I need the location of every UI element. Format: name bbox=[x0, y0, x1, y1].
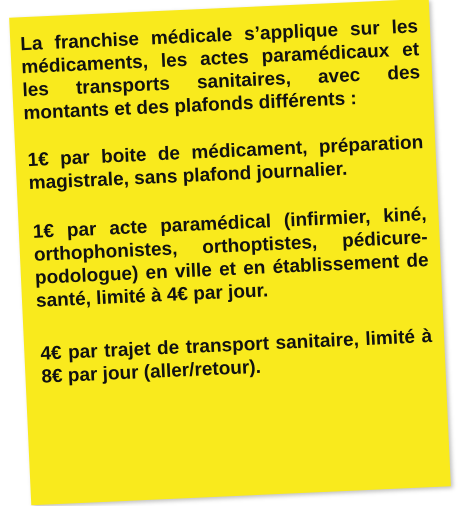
transport-fee-paragraph: 4€ par trajet de transport sanitaire, limité à 8€ par jour (aller/retour). bbox=[39, 325, 433, 388]
sticky-note bbox=[9, 0, 451, 505]
intro-paragraph: La franchise médicale s’applique sur les médicaments, les actes paramédicaux et les transports sanitaires, avec des montants et des plafonds différents : bbox=[19, 16, 421, 125]
paramedical-fee-paragraph: 1€ par acte paramédical (infirmier, kiné, orthophonistes, orthoptistes, pédicure- podologue) en ville et en établissement de santé, limité à 4€ par jour. bbox=[32, 204, 430, 312]
medication-fee-paragraph: 1€ par boite de médicament, préparation magistrale, sans plafond journalier. bbox=[27, 132, 424, 195]
